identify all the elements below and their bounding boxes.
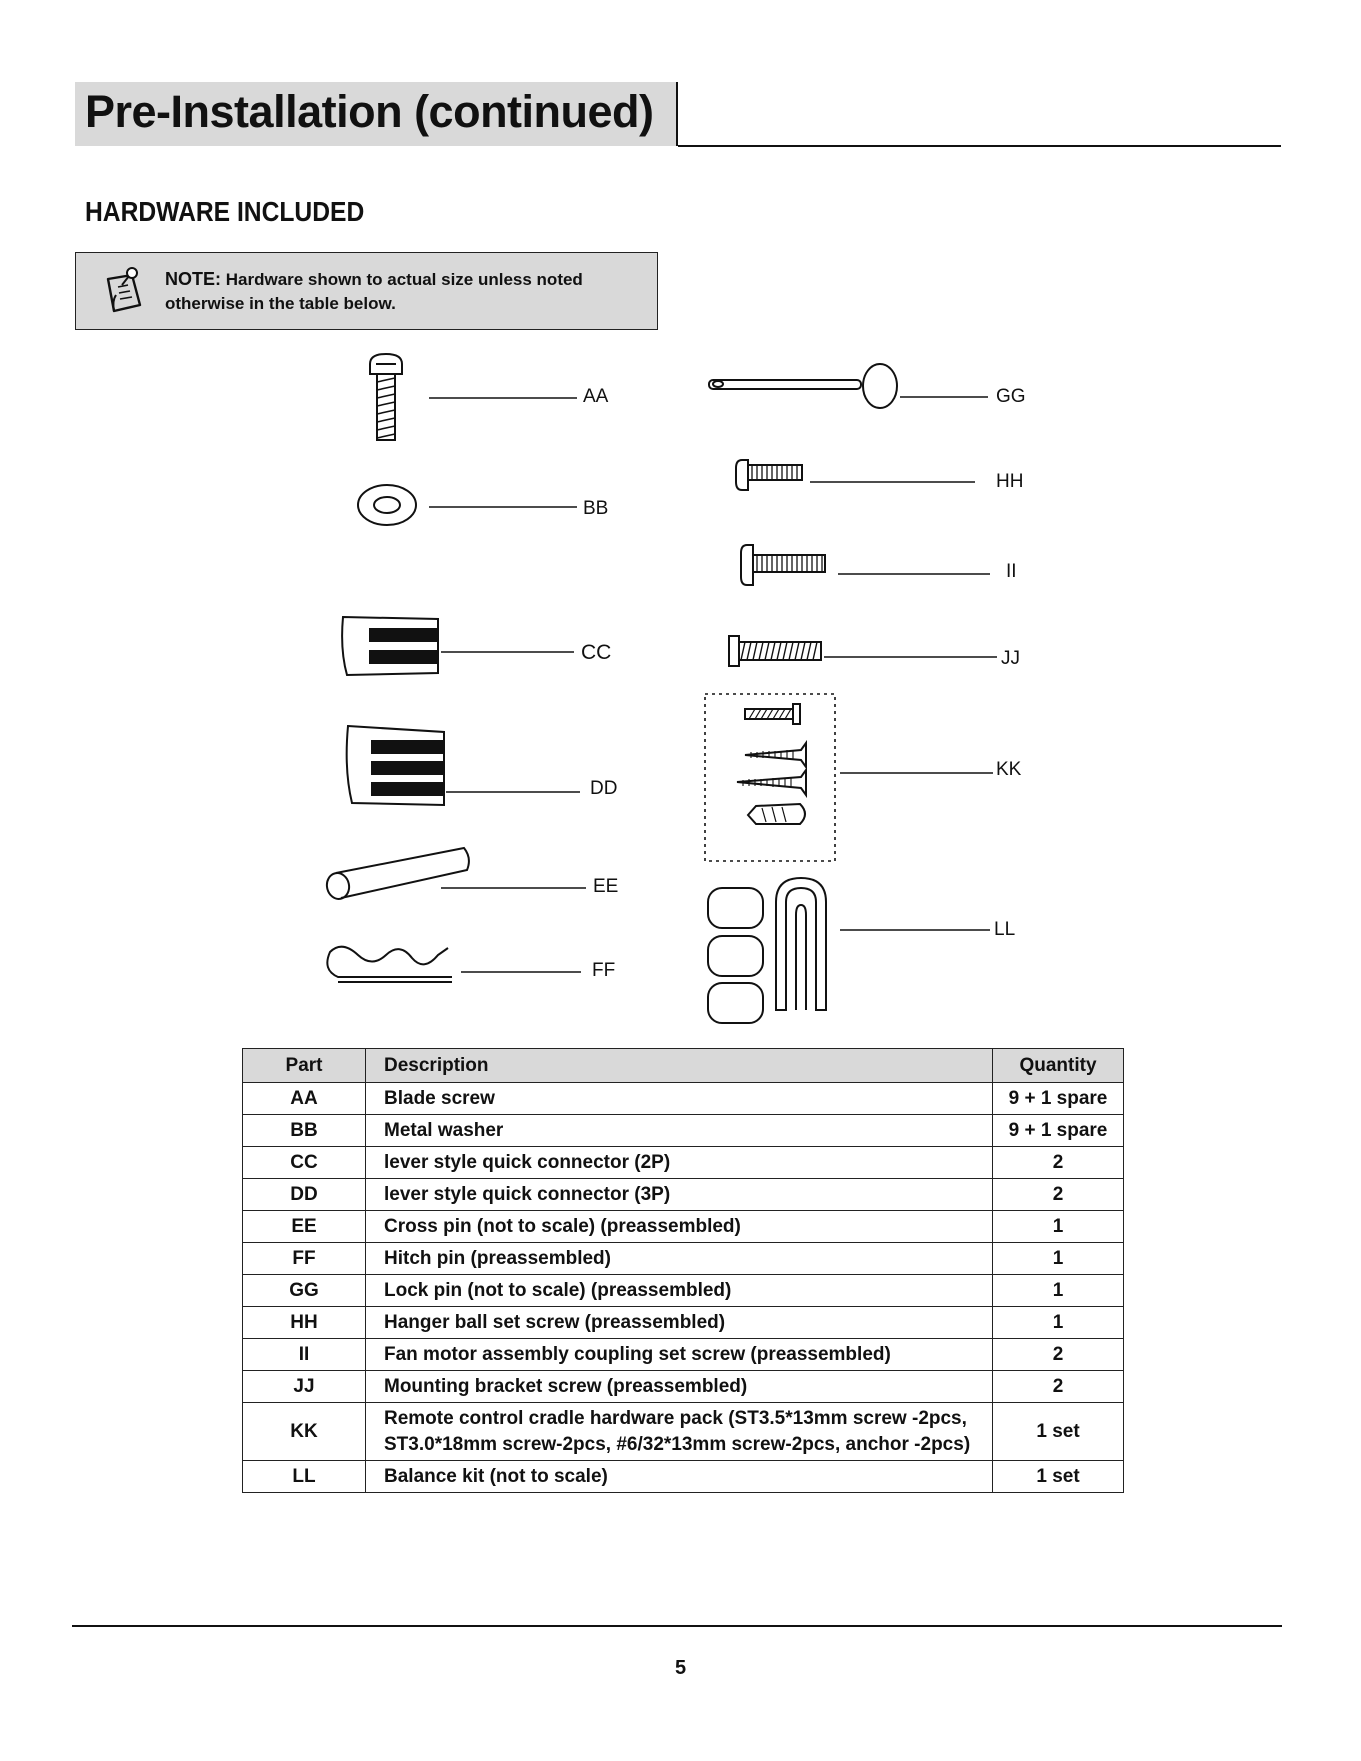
note-label: NOTE: (165, 269, 221, 289)
table-row (243, 1115, 1124, 1147)
description-cell: Cross pin (not to scale) (preassembled) (366, 1211, 993, 1243)
quantity-cell: 1 set (993, 1403, 1124, 1461)
parts-table (242, 1048, 1124, 1493)
label-gg: GG (996, 386, 1026, 407)
table-row (243, 1461, 1124, 1493)
blade-screw-drawing (370, 354, 577, 440)
header-rule (678, 145, 1281, 147)
washer-drawing (358, 485, 577, 525)
quantity-cell: 2 (993, 1147, 1124, 1179)
part-cell: HH (243, 1307, 366, 1339)
section-title: HARDWARE INCLUDED (85, 196, 365, 227)
label-hh: HH (996, 471, 1024, 492)
note-box (75, 252, 658, 330)
part-cell: AA (243, 1083, 366, 1115)
part-cell: DD (243, 1179, 366, 1211)
header-bar (75, 82, 678, 146)
quantity-cell: 1 set (993, 1461, 1124, 1493)
table-row (243, 1339, 1124, 1371)
label-jj: JJ (1001, 648, 1020, 669)
description-cell: Balance kit (not to scale) (366, 1461, 993, 1493)
label-dd: DD (590, 778, 618, 799)
table-row (243, 1371, 1124, 1403)
description-line-1: Remote control cradle hardware pack (ST3.5*13mm screw -2pcs, (384, 1407, 967, 1429)
part-cell: BB (243, 1115, 366, 1147)
quantity-cell: 2 (993, 1339, 1124, 1371)
description-line-2: ST3.0*18mm screw-2pcs, #6/32*13mm screw-2pcs, anchor -2pcs) (384, 1433, 971, 1455)
label-ff: FF (592, 960, 616, 981)
table-row (243, 1307, 1124, 1339)
connector-3p-drawing (347, 726, 580, 805)
header-quantity: Quantity (993, 1049, 1124, 1083)
connector-2p-drawing (342, 617, 574, 675)
balance-kit-drawing (708, 878, 990, 1023)
part-cell: II (243, 1339, 366, 1371)
label-ii: II (1006, 561, 1017, 582)
part-cell: KK (243, 1403, 366, 1461)
table-row (243, 1083, 1124, 1115)
label-kk: KK (996, 759, 1022, 780)
description-cell: Metal washer (366, 1115, 993, 1147)
description-cell: Hitch pin (preassembled) (366, 1243, 993, 1275)
part-cell: LL (243, 1461, 366, 1493)
mounting-bracket-screw-drawing (729, 636, 997, 666)
quantity-cell: 9 + 1 spare (993, 1083, 1124, 1115)
note-body: Hardware shown to actual size unless noted otherwise in the table below. (165, 270, 583, 313)
quantity-cell: 2 (993, 1179, 1124, 1211)
description-cell: Mounting bracket screw (preassembled) (366, 1371, 993, 1403)
note-pin-icon (102, 265, 148, 317)
table-row (243, 1243, 1124, 1275)
table-header-row (243, 1049, 1124, 1083)
label-bb: BB (583, 498, 609, 519)
quantity-cell: 1 (993, 1211, 1124, 1243)
quantity-cell: 9 + 1 spare (993, 1115, 1124, 1147)
part-cell: FF (243, 1243, 366, 1275)
label-cc: CC (581, 641, 612, 664)
page-number: 5 (674, 1657, 687, 1679)
description-cell: Fan motor assembly coupling set screw (preassembled) (366, 1339, 993, 1371)
description-cell: Lock pin (not to scale) (preassembled) (366, 1275, 993, 1307)
table-row (243, 1275, 1124, 1307)
lock-pin-drawing (709, 364, 988, 408)
description-cell: Blade screw (366, 1083, 993, 1115)
description-cell: Hanger ball set screw (preassembled) (366, 1307, 993, 1339)
part-cell: GG (243, 1275, 366, 1307)
part-cell: CC (243, 1147, 366, 1179)
coupling-set-screw-drawing (741, 545, 990, 585)
footer-rule (72, 1625, 1282, 1627)
description-cell: lever style quick connector (3P) (366, 1179, 993, 1211)
table-row (243, 1147, 1124, 1179)
page-title: Pre-Installation (continued) (85, 86, 654, 137)
table-row (243, 1211, 1124, 1243)
quantity-cell: 1 (993, 1307, 1124, 1339)
quantity-cell: 2 (993, 1371, 1124, 1403)
part-cell: JJ (243, 1371, 366, 1403)
label-aa: AA (583, 386, 609, 407)
description-cell: lever style quick connector (2P) (366, 1147, 993, 1179)
remote-cradle-hardware-pack-drawing (705, 694, 993, 861)
quantity-cell: 1 (993, 1243, 1124, 1275)
hanger-ball-screw-drawing (736, 460, 975, 490)
part-cell: EE (243, 1211, 366, 1243)
table-row (243, 1403, 1124, 1461)
cross-pin-drawing (325, 848, 586, 901)
header-part: Part (243, 1049, 366, 1083)
label-ll: LL (994, 919, 1016, 940)
label-ee: EE (593, 876, 619, 897)
header-description: Description (366, 1049, 993, 1083)
hitch-pin-drawing (327, 947, 581, 982)
quantity-cell: 1 (993, 1275, 1124, 1307)
table-row (243, 1179, 1124, 1211)
note-text (165, 267, 645, 316)
description-cell (366, 1403, 993, 1461)
